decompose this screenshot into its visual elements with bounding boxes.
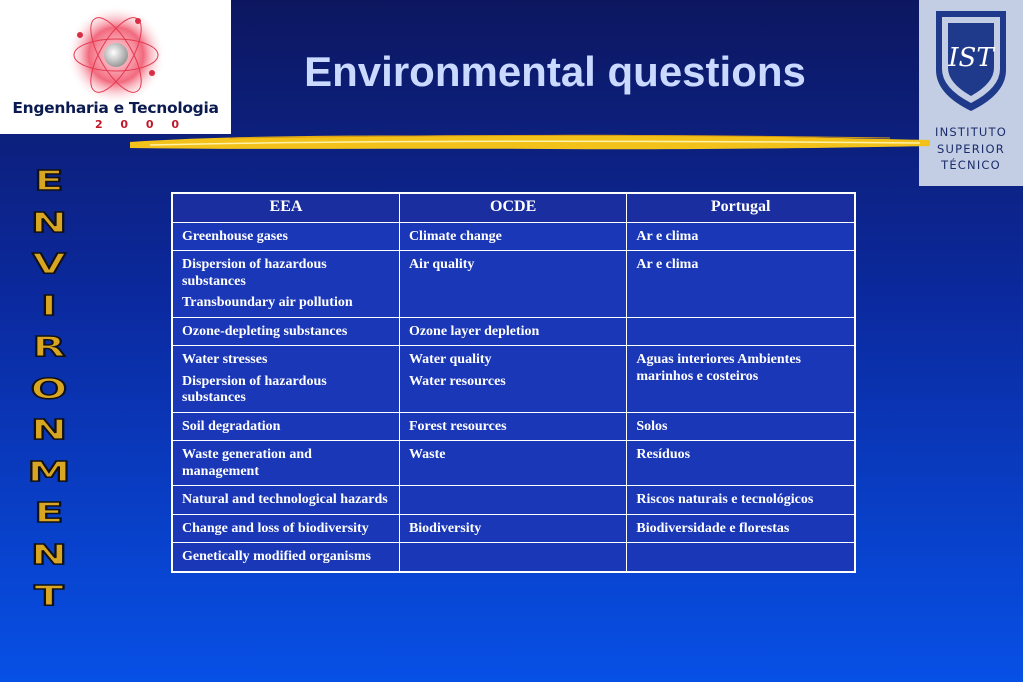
cell-text: Riscos naturais e tecnológicos	[636, 492, 814, 507]
engenharia-tecnologia-logo	[0, 0, 231, 134]
cell-text: Biodiversidade e florestas	[636, 520, 790, 536]
ist-logo	[919, 0, 1023, 186]
cell-text: Aguas interiores Ambientes marinhos e costeiros	[636, 352, 801, 384]
table-row	[172, 514, 855, 543]
cell-text: Ozone layer depletion	[408, 323, 540, 339]
ist-shield-icon	[933, 8, 1009, 114]
decorative-brush-stroke	[130, 126, 930, 156]
side-letter: I	[40, 288, 58, 322]
table-cell-ocde	[399, 514, 626, 543]
header-portugal: Portugal	[627, 193, 855, 222]
side-letter: E	[34, 164, 64, 197]
cell-text: Genetically modified organisms	[182, 549, 371, 564]
table-cell-eea	[172, 514, 399, 543]
table-cell-ocde	[399, 486, 626, 515]
cell-text: Natural and technological hazards	[182, 492, 388, 507]
institution-name	[919, 124, 1023, 174]
cell-text: Forest resources	[408, 418, 507, 434]
cell-text: Water resources	[408, 373, 506, 389]
cell-text: Waste	[408, 447, 446, 462]
cell-text: Resíduos	[636, 447, 691, 462]
logo-brand-text: Engenharia e Tecnologia	[12, 99, 219, 117]
side-letter: N	[30, 413, 68, 446]
table-cell-eea	[172, 486, 399, 515]
side-letter: R	[32, 330, 66, 363]
cell-text: Ar e clima	[636, 228, 699, 244]
table-row	[172, 441, 855, 486]
header-ocde: OCDE	[399, 193, 626, 222]
side-letter: E	[34, 496, 64, 529]
side-letter: N	[30, 537, 68, 571]
cell-text: Climate change	[408, 228, 502, 244]
cell-text: Dispersion of hazardous substances	[182, 373, 327, 405]
side-letter: T	[34, 579, 64, 612]
table-cell-portugal	[627, 486, 855, 515]
cell-text: Biodiversity	[408, 520, 482, 536]
table-row	[172, 543, 855, 572]
institution-line-1: INSTITUTO	[934, 125, 1008, 139]
table-cell-ocde	[399, 543, 626, 572]
cell-text: Waste generation and management	[182, 447, 312, 479]
table-row	[172, 346, 855, 413]
table-cell-ocde	[399, 222, 626, 251]
table-cell-eea	[172, 317, 399, 346]
table-cell-portugal	[627, 514, 855, 543]
table-cell-ocde	[399, 251, 626, 318]
table-row	[172, 251, 855, 318]
cell-text: Transboundary air pollution	[182, 295, 353, 310]
table-cell-portugal	[627, 222, 855, 251]
cell-text: Greenhouse gases	[182, 228, 288, 244]
table-cell-portugal	[627, 346, 855, 413]
cell-text: Soil degradation	[182, 418, 281, 434]
side-letter: N	[30, 205, 68, 239]
cell-text: Ar e clima	[636, 257, 699, 272]
page-title: Environmental questions	[304, 48, 806, 95]
table-cell-eea	[172, 346, 399, 413]
institution-line-3: TÉCNICO	[941, 158, 1001, 172]
table-row	[172, 222, 855, 251]
side-letter: O	[30, 371, 68, 405]
table-cell-portugal	[627, 543, 855, 572]
institution-line-2: SUPERIOR	[937, 141, 1005, 156]
table-cell-portugal	[627, 251, 855, 318]
table-row	[172, 412, 855, 441]
table-row	[172, 486, 855, 515]
table-cell-ocde	[399, 317, 626, 346]
table-cell-eea	[172, 412, 399, 441]
svg-text:IST: IST	[948, 43, 994, 73]
table-cell-portugal	[627, 441, 855, 486]
table-cell-eea	[172, 251, 399, 318]
cell-text: Water quality	[408, 352, 492, 367]
cell-text: Air quality	[408, 257, 475, 272]
table-cell-ocde	[399, 441, 626, 486]
header-eea: EEA	[172, 193, 399, 222]
vertical-environment-label	[14, 160, 84, 617]
cell-text: Ozone-depleting substances	[182, 323, 348, 339]
table-cell-eea	[172, 222, 399, 251]
side-letter: V	[32, 247, 66, 280]
side-letter: M	[27, 454, 71, 488]
atom-orb-icon	[58, 5, 174, 105]
logo-year-text: 2 0 0 0	[94, 118, 187, 131]
table-cell-portugal	[627, 412, 855, 441]
environmental-questions-table	[171, 192, 856, 573]
table-cell-portugal	[627, 317, 855, 346]
cell-text: Water stresses	[182, 352, 268, 367]
cell-text: Dispersion of hazardous substances	[182, 257, 327, 289]
table-cell-ocde	[399, 412, 626, 441]
table-header-row	[172, 193, 855, 222]
table-cell-eea	[172, 543, 399, 572]
table-cell-eea	[172, 441, 399, 486]
cell-text: Solos	[636, 418, 668, 434]
cell-text: Change and loss of biodiversity	[182, 520, 369, 536]
table-cell-ocde	[399, 346, 626, 413]
table-row	[172, 317, 855, 346]
